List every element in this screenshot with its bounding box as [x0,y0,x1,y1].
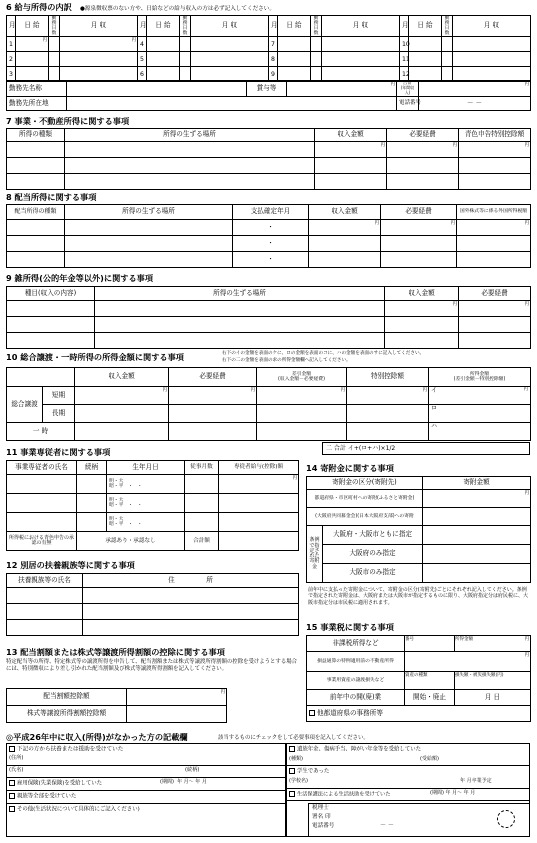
section8-title: 8 配当所得に関する事項 [6,192,97,202]
unemployment-checkbox[interactable] [9,780,15,786]
student-option[interactable]: 学生であった [289,768,329,775]
family-employee-table: 事業専従者の氏名 続柄 生年月日 従事月数 専従者給与(控除)額 明・大 昭・平 ・ ・ 円 明・大 昭・平 ・ ・ 明・大 昭・平 ・ ・ 所得税における青色申告の承認の有無 承認あり・承認なし 合計額 [6,460,299,551]
relatives-checkbox[interactable] [9,793,15,799]
employer-name-label: 勤務先名称 [7,81,67,97]
total-formula: 二 合計 イ+(ロ+ハ)×1/2 [326,445,396,452]
welfare-option[interactable]: 生活保護法による生活扶助を受けていた [289,791,390,798]
salary-row-3: 3 6 9 12 [7,67,531,82]
withholding-table: 配当割額控除額 円 株式等譲渡所得割額控除額 [6,688,227,723]
employer-table [6,80,531,111]
section15-title: 15 事業税に関する事項 [306,622,394,632]
section16-note: 該当するものにチェックをして必要事項を記入してください。 [218,735,369,741]
welfare-checkbox[interactable] [289,791,295,797]
support-option[interactable]: 下記の方から扶養または援助を受けていた [9,746,123,753]
section10-note-2: 右下の二の金額を表面の求の所得金額欄へ記入してください。 [222,358,351,363]
day-pay-header: 日 給 [16,16,49,37]
phone-field[interactable]: － － [419,97,531,111]
employer-address-field[interactable] [67,97,397,111]
section12-title: 12 別居の扶養親族等に関する事項 [6,560,135,570]
pension-checkbox[interactable] [289,746,295,752]
section7-title: 7 事業・不動産所得に関する事項 [6,116,130,126]
phone-label: 電話番号 [397,97,419,111]
donation-table: 寄附金の区分(寄附先) 寄附金額 都道府県・市区町村への寄附(ふるさと寄附金) 円 (大阪府共同募金会)(日本大阪府支部)への寄附 条例で指定された寄附金 大阪府・大阪市ともに指定 大阪府のみ指定 大阪市のみ指定 [306,476,531,583]
section11-title: 11 事業専従者に関する事項 [6,447,111,457]
other-checkbox[interactable] [9,806,15,812]
donation-note: 前年中に支払った寄附金について、寄附金の区分(寄附先)ごとにそれぞれ記入してください。条例で指定された寄附金は、大阪府または大阪市が指定するものに限り、大阪府指定分は府民税に、大阪市指定分は市民税に適用されます。 [308,587,529,606]
total-formula-box[interactable] [322,442,530,455]
section13-title: 13 配当割額または株式等譲渡所得割額の控除に関する事項 [6,647,225,657]
employer-address-label: 勤務先所在地 [7,97,67,111]
misc-income-table: 種目(収入の内容) 所得の生ずる場所 収入金額 必要経費 円 円 [6,286,531,349]
dependents-table: 扶養親族等の氏名 住 所 [6,573,299,636]
total-label: 合計 (年間収入) [397,81,419,97]
section14-title: 14 寄附金に関する事項 [306,463,394,473]
section6-note: ●源泉徴収票のない方や、日給などの給与収入の方は必ず記入してください。 [80,6,275,12]
bonus-field[interactable]: 円 [287,81,397,97]
relatives-option[interactable]: 親族等全部を受けていた [9,793,76,800]
other-prefecture-checkbox[interactable] [309,710,315,716]
student-checkbox[interactable] [289,768,295,774]
salary-table [6,15,531,82]
monthly-income-header: 月 収 [60,16,138,37]
section9-title: 9 雑所得(公的年金等以外)に関する事項 [6,273,154,283]
section10-title: 10 総合譲渡・一時所得の所得金額に関する事項 [6,352,184,362]
salary-row-1: 1 円 円 4 7 10 [7,37,531,52]
section10-note-1: 右下のイの金額を表面のケに、ロの金額を表面のコに、ハの金額を表面のサに記入してください。 [222,351,425,356]
business-income-table: 所得の種類 所得の生ずる場所 収入金額 必要経費 青色申告特別控除額 円 円 円 [6,128,531,190]
salary-row-2: 2 5 8 11 [7,52,531,67]
seal-circle-icon [497,810,515,828]
support-checkbox[interactable] [9,746,15,752]
unemployment-option[interactable]: 雇用保険(失業保険)を受給していた [9,780,102,787]
section13-desc: 特定配当等の所得、特定株式等の譲渡所得を申告して、配当割額または株式等譲渡所得割額の控除を受けようとする場合には、特別徴収により差し引かれた配当割額及び株式等譲渡所得割額を記入してください。 [6,659,297,672]
other-option[interactable]: その他(生活状況について具体的にご記入ください) [9,806,140,813]
section16-title: ◎平成26年中に収入(所得)がなかった方の記載欄 [6,732,188,742]
salary-header-row: 月 日 給 勤務日数 月 収 月 日 給 勤務日数 月 収 月 日 給 勤務日数 月 収 月 日 給 勤務日数 月 収 [7,16,531,37]
pension-option[interactable]: 遺族年金、傷病手当、障がい年金等を受給していた [289,746,421,753]
employer-name-field[interactable] [67,81,247,97]
day-pay-1[interactable]: 円 [16,37,49,52]
dividend-table: 配当所得の種類 所得の生ずる場所 支払確定年月 収入金額 必要経費 国外株式等に係る外国所得税額 ・ 円 円 円 ・ ・ [6,204,531,268]
enterprise-tax-table: 非課税所得など 番号 所得金額 円 損益通算の特例適用前の不動産所得 円 事業用資産の譲渡損失など 資産の種類 損失額・被災損失額(円) 前年中の開(廃)業 開始・廃止 月 日 他都道府県の事務所等 [306,635,531,722]
transfer-income-table: 収入金額 必要経費 差引金額 (収入金額－必要経費) 特別控除額 所得金額 (差引金額－特別控除額) 総合譲渡 短期 円 円 円 円 イ 円 長期 ロ 一 時 ハ [6,367,531,441]
bonus-label: 賞与等 [247,81,287,97]
total-field[interactable]: 円 [419,81,531,97]
